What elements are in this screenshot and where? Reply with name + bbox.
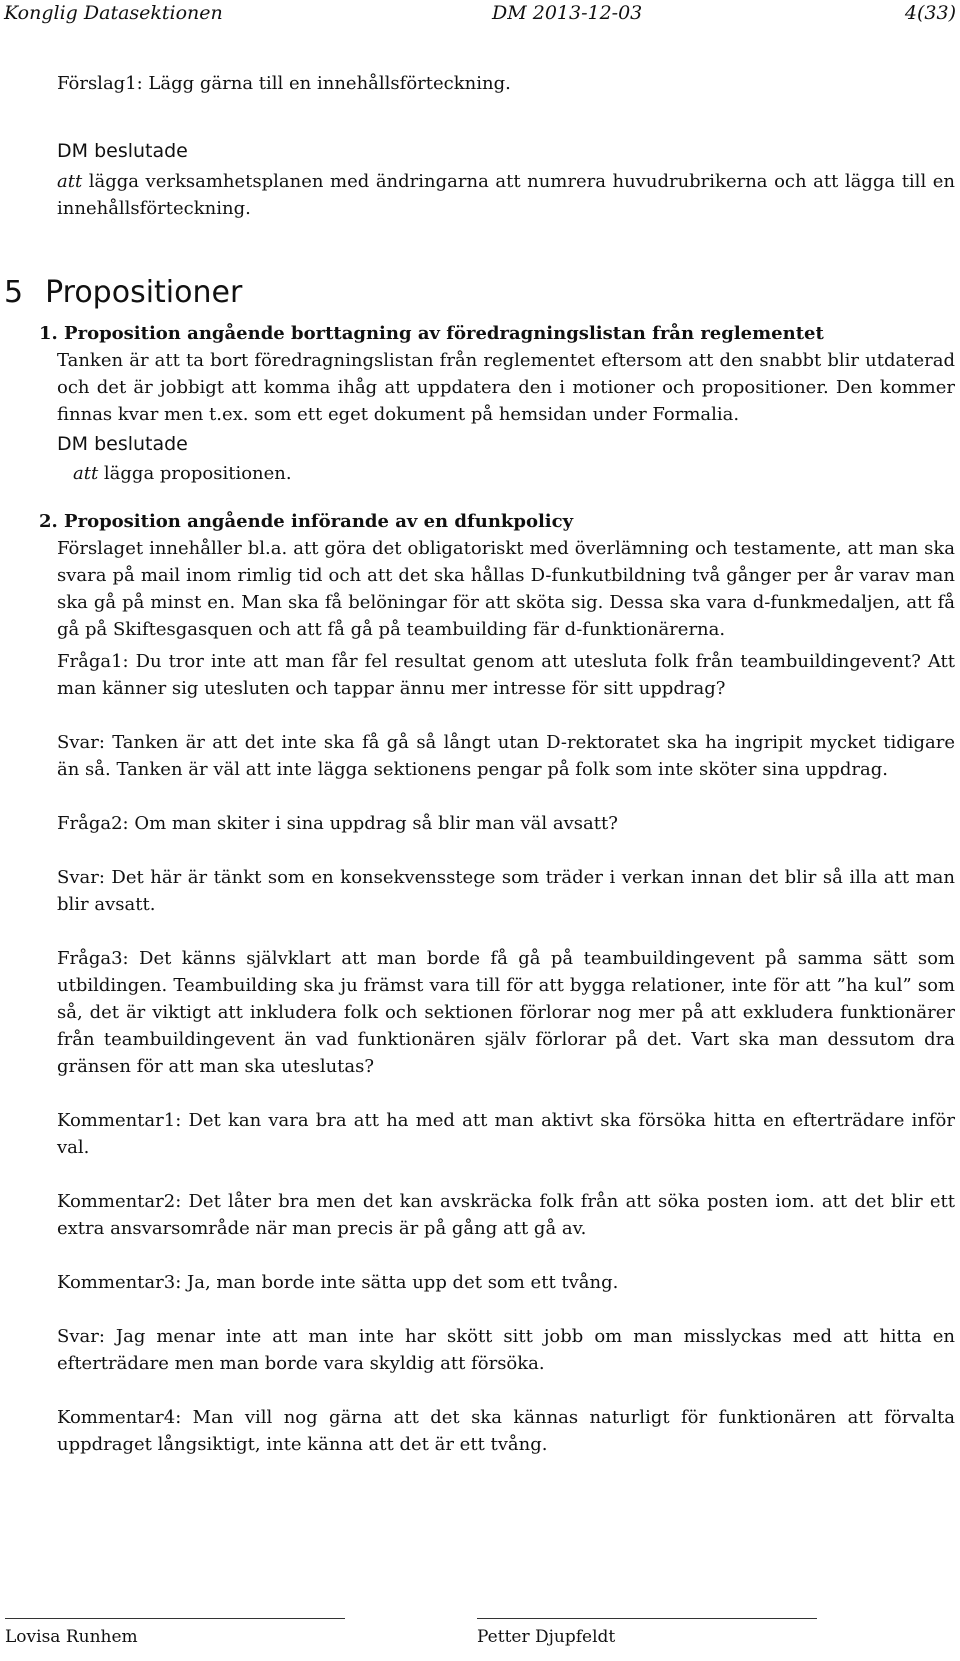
signature-line-left [5,1618,345,1647]
proposition-title: 1. Proposition angående borttagning av föredragningslistan från reglementet [39,323,824,344]
intro-decision [57,138,955,222]
signature-line-right [477,1618,817,1647]
proposition-title: 2. Proposition angående införande av en dfunkpolicy [39,511,574,532]
section-number: 5 [4,275,24,310]
proposition-1 [39,320,955,487]
decision-text: lägga verksamhetsplanen med ändringarna att numrera huvudrubrikerna och att lägga till en innehållsförteckning. [57,171,955,219]
decision-text: lägga propositionen. [98,463,292,484]
discussion-paragraph: Kommentar4: Man vill nog gärna att det ska kännas naturligt för funktionären att förvalta uppdraget långsiktigt, inte känna att det är ett tvång. [57,1407,955,1455]
discussion-paragraph: Kommentar3: Ja, man borde inte sätta upp det som ett tvång. [57,1272,619,1293]
discussion-paragraph: Fråga1: Du tror inte att man får fel resultat genom att utesluta folk från teambuildingevent? Att man känner sig utesluten och tappar ännu mer intresse för sitt uppdrag? [57,651,955,699]
header-meeting-date: DM 2013-12-03 [492,2,643,24]
dm-decision-heading: DM beslutade [57,433,188,455]
att-keyword: att [57,171,83,192]
proposition-body: Förslaget innehåller bl.a. att göra det obligatoriskt med överlämning och testamente, att man ska svara på mail inom rimlig tid och att det ska hållas D-funkutbildning två gånger per år varav man ska gå på minst en. Man ska få belöningar för att sköta sig. Dessa ska vara d-funkmedaljen, att få gå på Skiftesgasquen och att få gå på teambuilding fär d-funktionärerna. [57,538,955,640]
signature-name-left: Lovisa Runhem [5,1627,138,1647]
proposition-body: Tanken är att ta bort föredragningslistan från reglementet eftersom att den snabbt blir utdaterad och det är jobbigt att komma ihåg att uppdatera den i motioner och propositioner. Den kommer finnas kvar men t.ex. som ett eget dokument på hemsidan under Formalia. [57,350,955,425]
dm-decision-heading: DM beslutade [57,140,188,162]
intro-block [57,70,955,97]
discussion-paragraph: Fråga3: Det känns självklart att man borde få gå på teambuildingevent på samma sätt som utbildingen. Teambuilding ska ju främst vara till för att bygga relationer, inte för att ”ha kul” som så, det är viktigt att inkludera folk och sektionen förlorar nog mer på att exkludera funktionärer från teambuildingevent än vad funktionären själv förlorar på det. Vart ska man dessutom dra gränsen för att man ska uteslutas? [57,948,955,1077]
discussion-paragraph: Fråga2: Om man skiter i sina uppdrag så blir man väl avsatt? [57,813,618,834]
discussion-paragraph: Svar: Det här är tänkt som en konsekvensstege som träder i verkan innan det blir så illa att man blir avsatt. [57,867,955,915]
discussion-paragraph: Svar: Tanken är att det inte ska få gå så långt utan D-rektoratet ska ha ingripit mycket tidigare än så. Tanken är väl att inte lägga sektionens pengar på folk som inte sköter sina uppdrag. [57,732,955,780]
proposition-2 [39,508,955,1458]
discussion-paragraph: Kommentar2: Det låter bra men det kan avskräcka folk från att söka posten iom. att det blir ett extra ansvarsområde när man precis är på gång att gå av. [57,1191,955,1239]
decision-paragraph [57,168,955,222]
page-header [4,2,956,28]
discussion-paragraph: Svar: Jag menar inte att man inte har skött sitt jobb om man misslyckas med att hitta en efterträdare men man borde vara skyldig att försöka. [57,1326,955,1374]
header-organization: Konglig Datasektionen [4,2,223,24]
att-keyword: att [73,463,99,484]
discussion-paragraph: Kommentar1: Det kan vara bra att ha med att man aktivt ska försöka hitta en efterträdare inför val. [57,1110,955,1158]
suggestion-text: Förslag1: Lägg gärna till en innehållsförteckning. [57,73,511,94]
section-title: Propositioner [45,275,243,310]
signature-footer [0,1618,960,1658]
header-page-number: 4(33) [904,2,956,24]
decision-paragraph [57,460,955,487]
section-heading [4,275,242,310]
signature-name-right: Petter Djupfeldt [477,1627,616,1647]
